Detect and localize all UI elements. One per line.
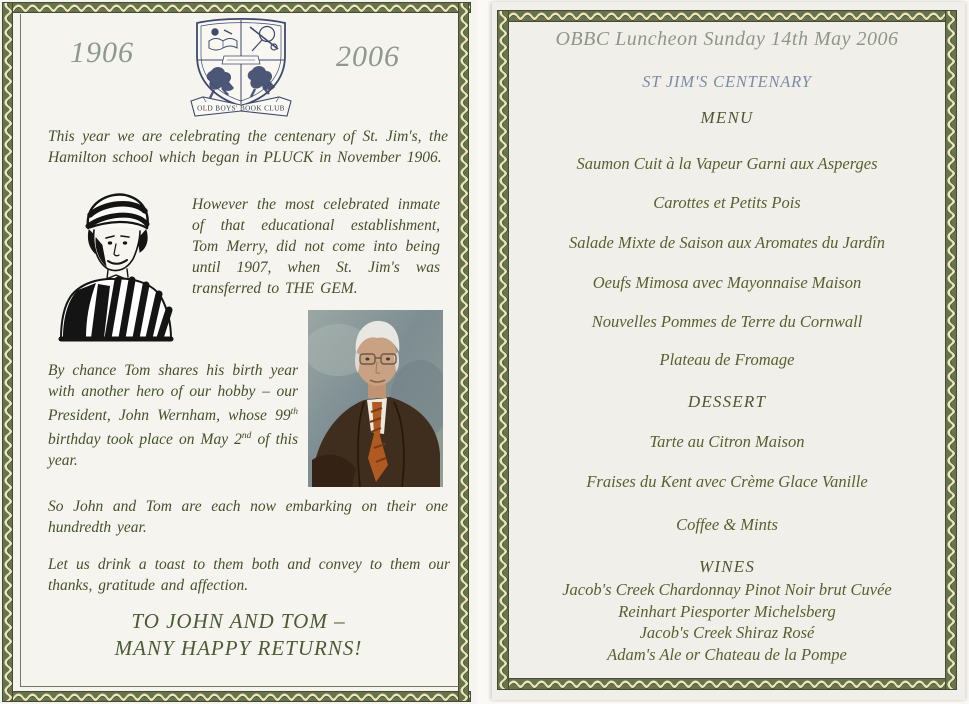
centenary-subtitle: ST JIM'S CENTENARY: [642, 72, 812, 91]
menu-item-pommes: Nouvelles Pommes de Terre du Cornwall: [591, 312, 863, 331]
menu-item-carottes: Carottes et Petits Pois: [653, 193, 801, 212]
luncheon-title: OBBC Luncheon Sunday 14th May 2006: [555, 28, 899, 50]
tom-merry-paragraph: However the most celebrated inmate of that educational establishment, Tom Merry, did not come into being until 1907, when St. Jim's was transferred to THE GEM.: [192, 196, 440, 297]
wine-adams-ale: Adam's Ale or Chateau de la Pompe: [607, 645, 847, 664]
wine-piesporter: Reinhart Piesporter Michelsberg: [618, 602, 836, 621]
toast-line-1: TO JOHN AND TOM –: [131, 609, 346, 633]
wine-shiraz: Jacob's Creek Shiraz Rosé: [639, 623, 815, 642]
dessert-item-tarte: Tarte au Citron Maison: [649, 432, 805, 451]
menu-heading: MENU: [700, 108, 754, 127]
birthday-text-pre: By chance Tom shares his birth year with another hero of our hobby – our President, John Wernham, whose 99: [48, 362, 298, 425]
menu-item-saumon: Saumon Cuit à la Vapeur Garni aux Asperges: [576, 154, 878, 173]
left-page: [0, 0, 477, 704]
border-top-left-page: [2, 2, 471, 13]
toast-paragraph: Let us drink a toast to them both and convey to them our thanks, gratitude and affection.: [48, 556, 450, 594]
right-page: [492, 2, 965, 700]
border-left-left-page: [2, 2, 13, 702]
obbc-crest: [184, 14, 298, 120]
border-top-right-page: [497, 10, 957, 22]
year-2006: 2006: [336, 40, 400, 73]
superscript-th: th: [290, 407, 298, 417]
superscript-nd: nd: [241, 431, 252, 442]
inner-rule-bottom: [20, 686, 461, 687]
coffee-mints-line: Coffee & Mints: [676, 515, 778, 534]
birthday-text-post: of this year.: [48, 431, 298, 470]
toast-heading: [0, 608, 477, 662]
menu-item-fromage: Plateau de Fromage: [659, 350, 795, 369]
border-bottom-right-page: [497, 678, 957, 690]
menu-item-oeufs: Oeufs Mimosa avec Mayonnaise Maison: [592, 273, 862, 292]
john-wernham-photo: [308, 310, 443, 487]
border-right-right-page: [945, 10, 957, 690]
year-1906: 1906: [70, 36, 134, 69]
border-bottom-left-page: [2, 691, 471, 702]
inner-rule-left: [20, 14, 21, 687]
birthday-text-mid: birthday took place on May 2: [48, 431, 242, 449]
dessert-item-fraises: Fraises du Kent avec Crème Glace Vanille: [586, 472, 868, 491]
intro-paragraph: This year we are celebrating the centenary of St. Jim's, the Hamilton school which began in PLUCK in November 1906.: [48, 128, 448, 166]
crest-banner-text: OLD BOYS' BOOK CLUB: [197, 104, 285, 113]
dessert-heading: DESSERT: [687, 392, 767, 411]
birthday-paragraph: [48, 360, 298, 471]
menu-item-salade: Salade Mixte de Saison aux Aromates du Jardîn: [568, 233, 886, 252]
toast-line-2: MANY HAPPY RETURNS!: [114, 636, 363, 660]
hundredth-year-paragraph: So John and Tom are each now embarking on their one hundredth year.: [48, 498, 448, 536]
wine-chardonnay: Jacob's Creek Chardonnay Pinot Noir brut Cuvée: [562, 580, 892, 599]
border-left-right-page: [497, 10, 509, 690]
wines-heading: WINES: [698, 557, 756, 576]
border-right-left-page: [458, 2, 469, 702]
schoolboy-illustration: [52, 186, 180, 342]
